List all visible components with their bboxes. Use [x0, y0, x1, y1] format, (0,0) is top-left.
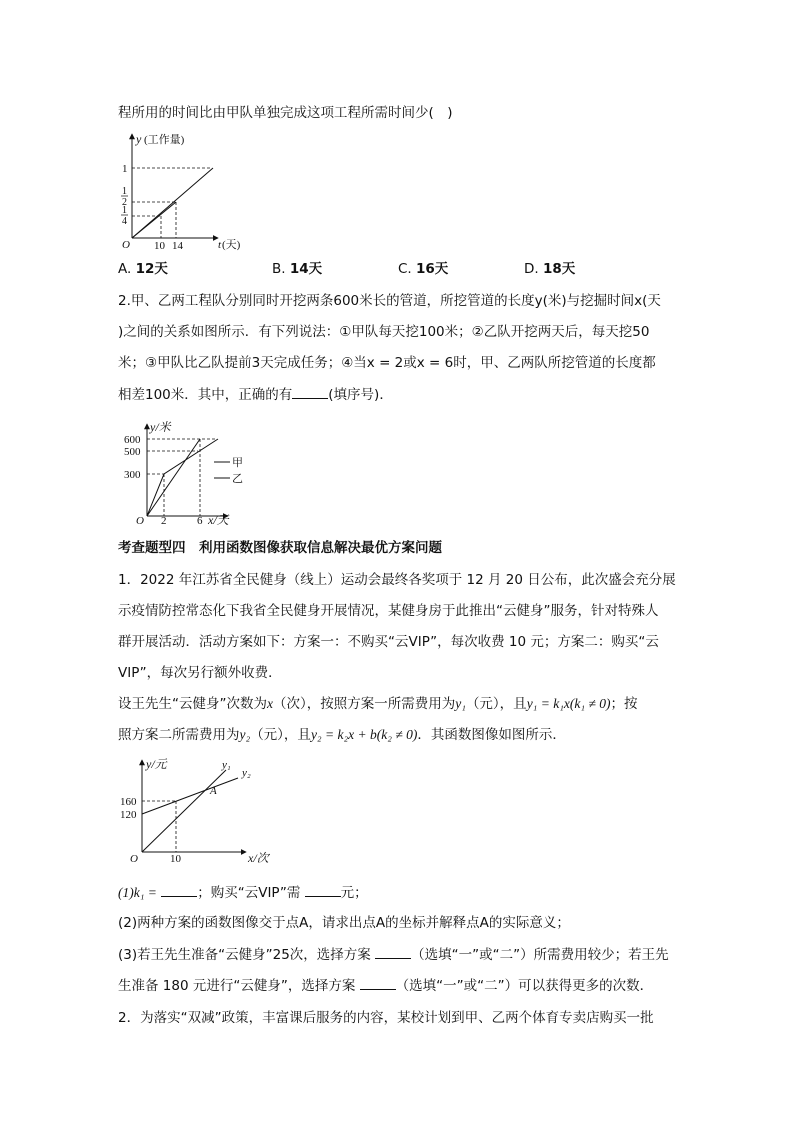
y-tick-600: 600 — [124, 434, 141, 446]
p1-sub-3-line-1: (3)若王先生准备“云健身”25次，选择方案 （选填“一”或“二”）所需费用较少；若王先 — [118, 944, 669, 965]
x-tick-10: 10 — [170, 853, 181, 865]
x-axis-unit: (天) — [222, 239, 241, 251]
option-d[interactable]: D. 18天 — [524, 261, 576, 277]
k1-answer-blank[interactable] — [161, 882, 197, 897]
p1-line-5: 设王先生“云健身”次数为x（次），按照方案一所需费用为y₁（元），且y₁ = k₁x(k₁ ≠ 0)；按 — [118, 696, 638, 712]
y-axis-unit: (工作量) — [144, 134, 185, 146]
plan-25-blank[interactable] — [375, 944, 411, 959]
q2-line-3: 米；③甲队比乙队提前3天完成任务；④当x = 2或x = 6时，甲、乙两队所挖管道的长度都 — [118, 355, 656, 371]
q2-line-1: 2.甲、乙两工程队分别同时开挖两条600米长的管道，所挖管道的长度y(米)与挖掘时间x(天 — [118, 293, 661, 309]
cost-graph — [118, 756, 278, 868]
y-tick-160: 160 — [120, 796, 137, 808]
y-tick-quarter-num: 1 — [122, 205, 127, 216]
p1-line-1: 1．2022 年江苏省全民健身（线上）运动会最终各奖项于 12 月 20 日公布，此次盛会充分展 — [118, 572, 676, 588]
p2-line-1: 2．为落实“双减”政策，丰富课后服务的内容，某校计划到甲、乙两个体育专卖店购买一批 — [118, 1010, 654, 1026]
p1-line-6: 照方案二所需费用为y₂（元），且y₂ = k₂x + b(k₂ ≠ 0)．其函数图像如图所示． — [118, 727, 566, 743]
y-tick-1: 1 — [122, 163, 128, 175]
q2-answer-blank[interactable] — [292, 384, 328, 399]
p1-sub-1: (1)k₁ = ；购买“云VIP”需 元； — [118, 882, 368, 903]
x-tick-2: 2 — [161, 515, 167, 527]
q2-line-4: 相差100米．其中，正确的有 (填序号)． — [118, 384, 393, 405]
p1-line-3: 群开展活动．活动方案如下：方案一：不购买“云VIP”，每次收费 10 元；方案二：购买“云 — [118, 634, 659, 650]
x-axis-var: t — [218, 239, 222, 251]
p1-line-2: 示疫情防控常态化下我省全民健身开展情况，某健身房于此推出“云健身”服务，针对特殊人 — [118, 603, 659, 619]
option-b[interactable]: B. 14天 — [272, 261, 323, 277]
label-y2: y₂ — [242, 767, 251, 779]
question-tail: 程所用的时间比由甲队单独完成这项工程所需时间少( ) — [118, 105, 453, 121]
pipe-graph — [118, 418, 248, 528]
p1-sub-2: (2)两种方案的函数图像交于点A，请求出点A的坐标并解释点A的实际意义； — [118, 915, 570, 931]
option-c[interactable]: C. 16天 — [398, 261, 449, 277]
legend-jia: 甲 — [232, 457, 243, 469]
y-tick-120: 120 — [120, 809, 137, 821]
y-tick-half-num: 1 — [122, 186, 127, 197]
legend-yi: 乙 — [232, 473, 243, 485]
x-tick-6: 6 — [197, 515, 203, 527]
x-tick-10: 10 — [154, 240, 165, 252]
p1-sub-3-line-2: 生准备 180 元进行“云健身”，选择方案 （选填“一”或“二”）可以获得更多的次数． — [118, 975, 653, 996]
work-graph — [118, 128, 258, 252]
y-axis-label: y/元 — [146, 757, 167, 771]
origin-label: O — [136, 515, 144, 527]
y-axis-var: y — [136, 132, 142, 146]
y-tick-half-den: 2 — [122, 197, 127, 208]
q2-line-2: )之间的关系如图所示．有下列说法：①甲队每天挖100米；②乙队开挖两天后，每天挖50 — [118, 324, 650, 340]
y-tick-quarter-den: 4 — [122, 216, 127, 227]
p1-line-4: VIP”，每次另行额外收费． — [118, 665, 282, 681]
y-tick-500: 500 — [124, 446, 141, 458]
y-tick-300: 300 — [124, 469, 141, 481]
x-tick-14: 14 — [172, 240, 183, 252]
x-axis-label: x/次 — [248, 851, 269, 865]
section-heading: 考查题型四 利用函数图像获取信息解决最优方案问题 — [118, 540, 442, 556]
origin-label: O — [130, 853, 138, 865]
y-axis-label: y/米 — [150, 420, 171, 434]
origin-label: O — [122, 239, 130, 251]
vip-cost-blank[interactable] — [305, 882, 341, 897]
point-a-label: A — [210, 785, 217, 797]
option-a[interactable]: A. 12天 — [118, 261, 168, 277]
plan-180-blank[interactable] — [360, 975, 396, 990]
x-axis-label: x/天 — [208, 513, 229, 527]
label-y1: y₁ — [222, 759, 231, 771]
